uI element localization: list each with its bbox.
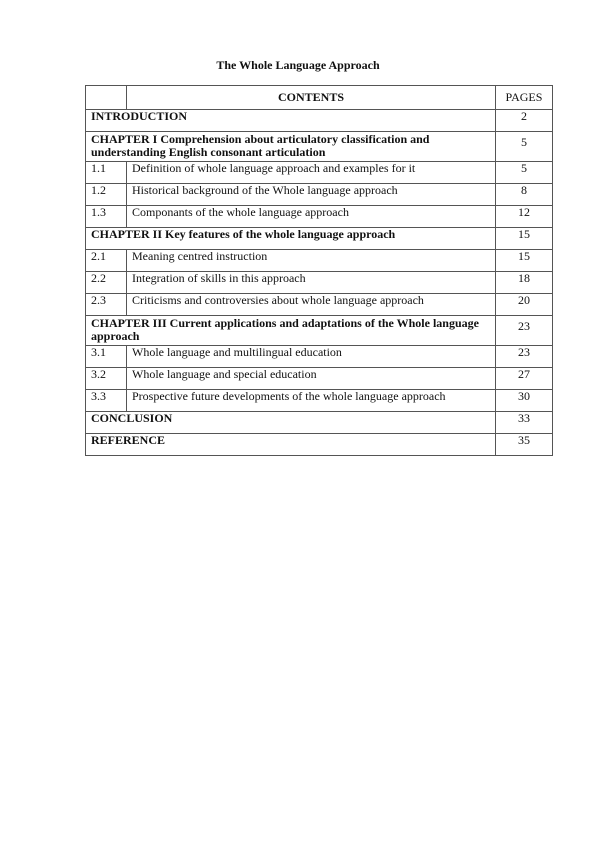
row-number: 1.3 — [86, 206, 127, 228]
row-heading: CONCLUSION — [86, 412, 496, 434]
table-row — [86, 184, 553, 206]
row-number: 3.2 — [86, 368, 127, 390]
contents-table — [85, 85, 553, 456]
row-number: 1.2 — [86, 184, 127, 206]
pages-header: PAGES — [496, 86, 553, 110]
table-row — [86, 368, 553, 390]
row-number: 2.3 — [86, 294, 127, 316]
row-heading: INTRODUCTION — [86, 110, 496, 132]
row-page: 5 — [496, 162, 553, 184]
row-page: 2 — [496, 110, 553, 132]
row-page: 23 — [496, 316, 553, 346]
row-page: 23 — [496, 346, 553, 368]
row-title: Historical background of the Whole language approach — [127, 184, 496, 206]
table-row — [86, 294, 553, 316]
row-page: 8 — [496, 184, 553, 206]
table-row — [86, 206, 553, 228]
row-page: 18 — [496, 272, 553, 294]
row-page: 5 — [496, 132, 553, 162]
table-row — [86, 316, 553, 346]
row-title: Whole language and multilingual education — [127, 346, 496, 368]
header-blank-cell — [86, 86, 127, 110]
table-row — [86, 390, 553, 412]
row-page: 30 — [496, 390, 553, 412]
row-page: 35 — [496, 434, 553, 456]
table-row — [86, 110, 553, 132]
row-number: 1.1 — [86, 162, 127, 184]
row-page: 20 — [496, 294, 553, 316]
row-page: 15 — [496, 228, 553, 250]
table-row — [86, 162, 553, 184]
table-row — [86, 250, 553, 272]
row-number: 2.1 — [86, 250, 127, 272]
row-title: Prospective future developments of the whole language approach — [127, 390, 496, 412]
table-header-row — [86, 86, 553, 110]
row-heading: REFERENCE — [86, 434, 496, 456]
row-heading: CHAPTER II Key features of the whole language approach — [86, 228, 496, 250]
row-page: 12 — [496, 206, 553, 228]
row-page: 15 — [496, 250, 553, 272]
row-title: Whole language and special education — [127, 368, 496, 390]
table-row — [86, 412, 553, 434]
table-row — [86, 272, 553, 294]
table-row — [86, 228, 553, 250]
contents-header: CONTENTS — [127, 86, 496, 110]
row-number: 2.2 — [86, 272, 127, 294]
row-title: Definition of whole language approach and examples for it — [127, 162, 496, 184]
table-row — [86, 346, 553, 368]
document-title: The Whole Language Approach — [216, 58, 380, 72]
row-number: 3.1 — [86, 346, 127, 368]
table-row — [86, 434, 553, 456]
row-page: 33 — [496, 412, 553, 434]
row-heading: CHAPTER I Comprehension about articulatory classification and understanding English consonant articulation — [86, 132, 496, 162]
row-title: Meaning centred instruction — [127, 250, 496, 272]
row-page: 27 — [496, 368, 553, 390]
row-title: Componants of the whole language approach — [127, 206, 496, 228]
row-number: 3.3 — [86, 390, 127, 412]
row-heading: CHAPTER III Current applications and adaptations of the Whole language approach — [86, 316, 496, 346]
row-title: Criticisms and controversies about whole language approach — [127, 294, 496, 316]
row-title: Integration of skills in this approach — [127, 272, 496, 294]
table-row — [86, 132, 553, 162]
